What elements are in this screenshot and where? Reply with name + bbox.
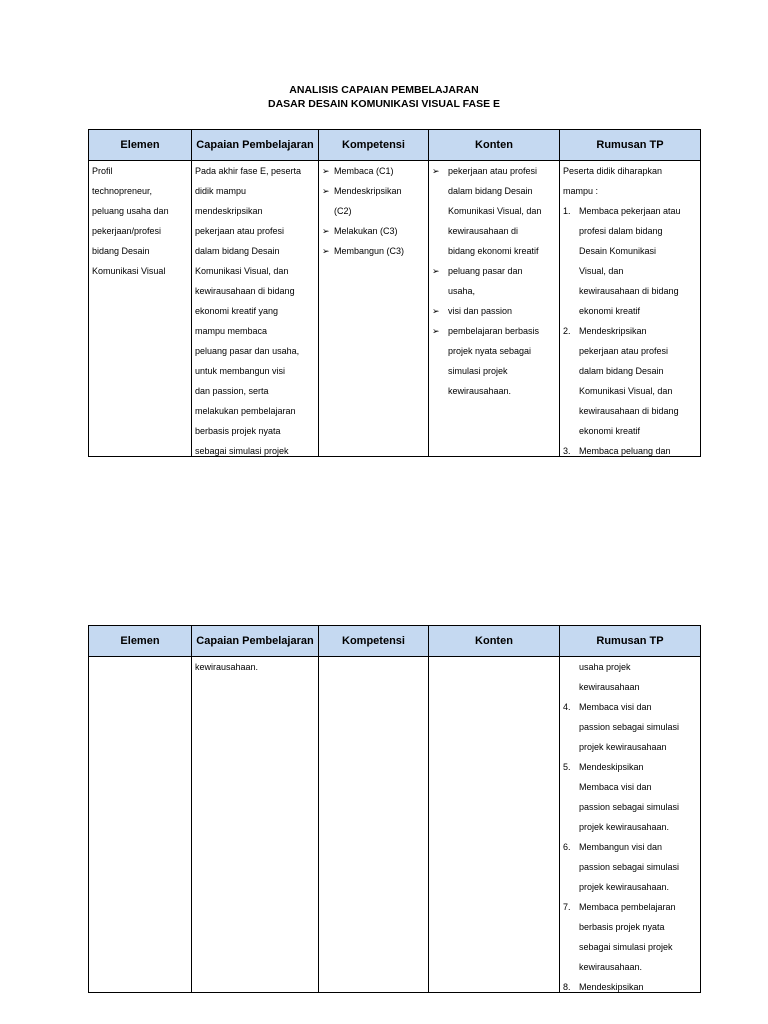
list-item	[432, 321, 556, 401]
text-line: Membangun (C3)	[334, 246, 405, 256]
header-capaian-pembelajaran: Capaian Pembelajaran	[192, 130, 319, 161]
text-line: kewirausahaan di bidang	[195, 286, 295, 296]
text-line: kewirausahaan.	[195, 662, 259, 672]
text-line: passion sebagai simulasi	[579, 802, 680, 812]
document-title-line-1: ANALISIS CAPAIAN PEMBELAJARAN	[289, 84, 479, 96]
text-line: projek kewirausahaan.	[579, 822, 670, 832]
cell-rumusan-tp	[560, 161, 701, 457]
header-konten: Konten	[429, 626, 560, 657]
cell-elemen	[89, 161, 192, 457]
text-line: Membaca (C1)	[334, 166, 394, 176]
header-rumusan-tp: Rumusan TP	[560, 130, 701, 161]
text-line: Mendeskipsikan	[579, 982, 644, 992]
cell-elemen	[89, 657, 192, 993]
text-line: dalam bidang Desain	[195, 246, 280, 256]
text-line: Komunikasi Visual, dan	[195, 266, 289, 276]
text-line: projek kewirausahaan.	[579, 882, 670, 892]
arrow-bullet-icon: ➢	[432, 306, 440, 316]
text-line: ekonomi kreatif	[579, 306, 641, 316]
list-item	[322, 221, 425, 241]
cell-capaian	[192, 161, 319, 457]
list-item	[563, 977, 697, 992]
text-line: sebagai simulasi projek	[579, 942, 673, 952]
list-item	[563, 441, 697, 456]
item-number: 6.	[563, 842, 571, 852]
document-title-line-2: DASAR DESAIN KOMUNIKASI VISUAL FASE E	[268, 98, 500, 110]
arrow-bullet-icon: ➢	[432, 166, 440, 176]
text-line: Mendeskripsikan	[579, 326, 647, 336]
table-row	[89, 161, 701, 457]
text-line: pekerjaan atau profesi	[195, 226, 285, 236]
analysis-table-page-1	[88, 129, 701, 457]
cell-kompetensi	[319, 657, 429, 993]
item-number: 8.	[563, 982, 571, 992]
text-line: melakukan pembelajaran	[195, 406, 296, 416]
text-line: simulasi projek	[448, 366, 508, 376]
text-line: peluang pasar dan	[448, 266, 523, 276]
header-elemen: Elemen	[89, 626, 192, 657]
item-number: 2.	[563, 326, 571, 336]
text-line: usaha projek	[579, 662, 631, 672]
arrow-bullet-icon: ➢	[322, 186, 330, 196]
text-line: ekonomi kreatif	[579, 426, 641, 436]
item-number: 4.	[563, 702, 571, 712]
text-line: projek kewirausahaan	[579, 742, 667, 752]
cell-konten	[429, 657, 560, 993]
header-kompetensi: Kompetensi	[319, 626, 429, 657]
header-capaian-pembelajaran: Capaian Pembelajaran	[192, 626, 319, 657]
text-line: sebagai simulasi projek	[195, 446, 289, 456]
header-elemen: Elemen	[89, 130, 192, 161]
arrow-bullet-icon: ➢	[432, 326, 440, 336]
text-line: mendeskripsikan	[195, 206, 263, 216]
text-line: peluang usaha dan	[92, 206, 169, 216]
text-line: technopreneur,	[92, 186, 153, 196]
text-line: Peserta didik diharapkan	[563, 166, 663, 176]
cell-konten	[429, 161, 560, 457]
text-line: Membaca pembelajaran	[579, 902, 676, 912]
list-item	[322, 161, 425, 181]
arrow-bullet-icon: ➢	[322, 226, 330, 236]
text-line: visi dan passion	[448, 306, 513, 316]
header-rumusan-tp: Rumusan TP	[560, 626, 701, 657]
text-line: (C2)	[334, 206, 352, 216]
text-line: Desain Komunikasi	[579, 246, 657, 256]
text-line: pembelajaran berbasis	[448, 326, 540, 336]
text-line: mampu :	[563, 186, 599, 196]
text-line: peluang pasar dan usaha,	[195, 346, 300, 356]
text-line: didik mampu	[195, 186, 247, 196]
text-line: passion sebagai simulasi	[579, 722, 680, 732]
arrow-bullet-icon: ➢	[322, 246, 330, 256]
list-item	[563, 201, 697, 321]
item-number: 7.	[563, 902, 571, 912]
text-line: pekerjaan atau profesi	[579, 346, 669, 356]
text-line: dan passion, serta	[195, 386, 269, 396]
arrow-bullet-icon: ➢	[432, 266, 440, 276]
text-line: Membangun visi dan	[579, 842, 663, 852]
text-line: untuk membangun visi	[195, 366, 286, 376]
cell-rumusan-tp	[560, 657, 701, 993]
text-line: kewirausahaan di bidang	[579, 286, 679, 296]
text-line: Profil	[92, 166, 113, 176]
text-line: dalam bidang Desain	[448, 186, 533, 196]
text-line: projek nyata sebagai	[448, 346, 532, 356]
text-line: berbasis projek nyata	[579, 922, 665, 932]
table-header-row	[89, 130, 701, 161]
text-line: usaha,	[448, 286, 476, 296]
text-line: Membaca visi dan	[579, 702, 652, 712]
cell-kompetensi	[319, 161, 429, 457]
list-item	[322, 181, 425, 221]
text-line: dalam bidang Desain	[579, 366, 664, 376]
text-line: Pada akhir fase E, peserta	[195, 166, 302, 176]
text-line: kewirausahaan di	[448, 226, 519, 236]
list-item	[432, 261, 556, 301]
list-item	[563, 697, 697, 757]
text-line: Mendeskripsikan	[334, 186, 402, 196]
text-line: passion sebagai simulasi	[579, 862, 680, 872]
text-line: berbasis projek nyata	[195, 426, 281, 436]
item-number: 3.	[563, 446, 571, 456]
table-row	[89, 657, 701, 993]
text-line: Melakukan (C3)	[334, 226, 398, 236]
list-item	[563, 897, 697, 977]
analysis-table-page-2	[88, 625, 701, 993]
arrow-bullet-icon: ➢	[322, 166, 330, 176]
text-line: mampu membaca	[195, 326, 268, 336]
text-line: bidang ekonomi kreatif	[448, 246, 539, 256]
cell-capaian	[192, 657, 319, 993]
text-line: kewirausahaan di bidang	[579, 406, 679, 416]
text-line: kewirausahaan.	[448, 386, 512, 396]
list-item	[563, 757, 697, 837]
list-item	[432, 301, 556, 321]
text-line: pekerjaan/profesi	[92, 226, 162, 236]
text-line: Mendeskipsikan	[579, 762, 644, 772]
list-item	[563, 321, 697, 441]
header-kompetensi: Kompetensi	[319, 130, 429, 161]
text-line: Komunikasi Visual, dan	[579, 386, 673, 396]
text-line: kewirausahaan	[579, 682, 640, 692]
list-item	[322, 241, 425, 261]
text-line: pekerjaan atau profesi	[448, 166, 538, 176]
text-line: kewirausahaan.	[579, 962, 643, 972]
header-konten: Konten	[429, 130, 560, 161]
table-header-row	[89, 626, 701, 657]
text-line: Membaca peluang dan	[579, 446, 671, 456]
text-line: bidang Desain	[92, 246, 150, 256]
item-number: 1.	[563, 206, 571, 216]
text-line: Membaca visi dan	[579, 782, 652, 792]
text-line: Komunikasi Visual, dan	[448, 206, 542, 216]
text-line: Komunikasi Visual	[92, 266, 166, 276]
text-line: Membaca pekerjaan atau	[579, 206, 681, 216]
list-item	[432, 161, 556, 261]
text-line: Visual, dan	[579, 266, 624, 276]
text-line: profesi dalam bidang	[579, 226, 663, 236]
item-number: 5.	[563, 762, 571, 772]
text-line: ekonomi kreatif yang	[195, 306, 279, 316]
list-item	[563, 837, 697, 897]
